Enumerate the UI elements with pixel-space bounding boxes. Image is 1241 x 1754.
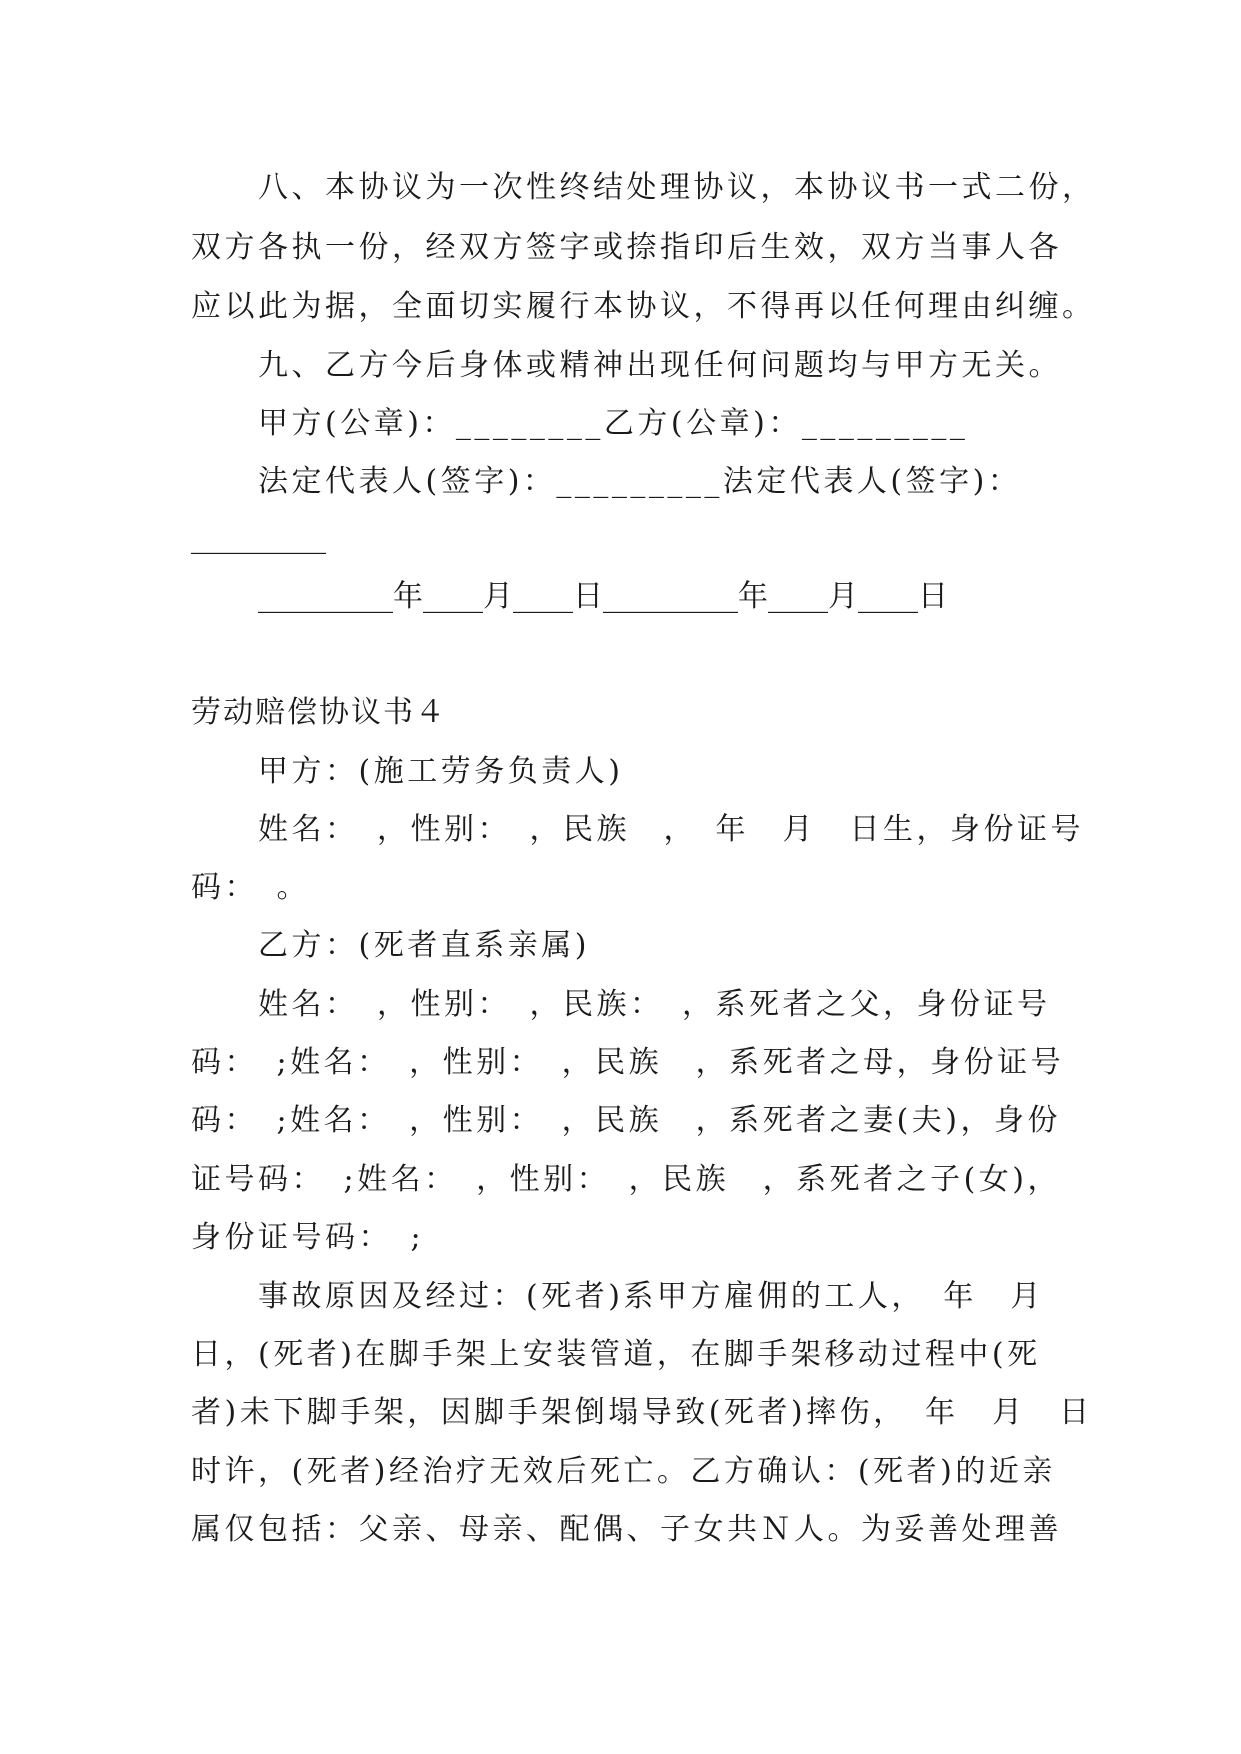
accident-line4: 时许，(死者)经治疗无效后死亡。乙方确认：(死者)的近亲 (191, 1454, 1056, 1489)
section8-line3: 应以此为据，全面切实履行本协议，不得再以任何理由纠缠。 (191, 289, 1096, 324)
party-b-label: 乙方：(死者直系亲属) (258, 928, 590, 963)
party-a-line1: 姓名： ，性别： ，民族 ， 年 月 日生，身份证号 (258, 812, 1084, 847)
signature-reps: 法定代表人(签字)：_________法定代表人(签字)： (258, 464, 1022, 499)
accident-line2: 日，(死者)在脚手架上安装管道，在脚手架移动过程中(死 (191, 1337, 1041, 1372)
accident-line5: 属仅包括：父亲、母亲、配偶、子女共Ｎ人。为妥善处理善 (191, 1512, 1062, 1547)
signature-reps-continued: _________ (191, 520, 326, 555)
accident-line1: 事故原因及经过：(死者)系甲方雇佣的工人， 年 月 (258, 1279, 1044, 1314)
party-b-line4: 证号码： ;姓名： ，性别： ，民族 ，系死者之子(女)， (191, 1162, 1062, 1197)
section9: 九、乙方今后身体或精神出现任何问题均与甲方无关。 (258, 348, 1062, 383)
party-a-label: 甲方：(施工劳务负责人) (258, 754, 624, 789)
accident-line3: 者)未下脚手架，因脚手架倒塌导致(死者)摔伤， 年 月 日 (191, 1395, 1093, 1430)
document-title: 劳动赔偿协议书４ (191, 695, 447, 730)
party-b-line1: 姓名： ，性别： ，民族： ，系死者之父，身份证号 (258, 987, 1051, 1022)
party-b-line3: 码： ;姓名： ，性别： ，民族 ，系死者之妻(夫)，身份 (191, 1103, 1062, 1138)
section8-line2: 双方各执一份，经双方签字或捺指印后生效，双方当事人各 (191, 230, 1062, 265)
party-b-line2: 码： ;姓名： ，性别： ，民族 ，系死者之母，身份证号 (191, 1045, 1065, 1080)
section8-line1: 八、本协议为一次性终结处理协议，本协议书一式二份， (258, 170, 1096, 205)
signature-dates: _________年____月____日_________年____月____日 (258, 579, 948, 614)
signature-seals: 甲方(公章)：________乙方(公章)：_________ (258, 406, 969, 441)
party-a-line2: 码： 。 (191, 870, 310, 905)
party-b-line5: 身份证号码： ; (191, 1220, 425, 1255)
